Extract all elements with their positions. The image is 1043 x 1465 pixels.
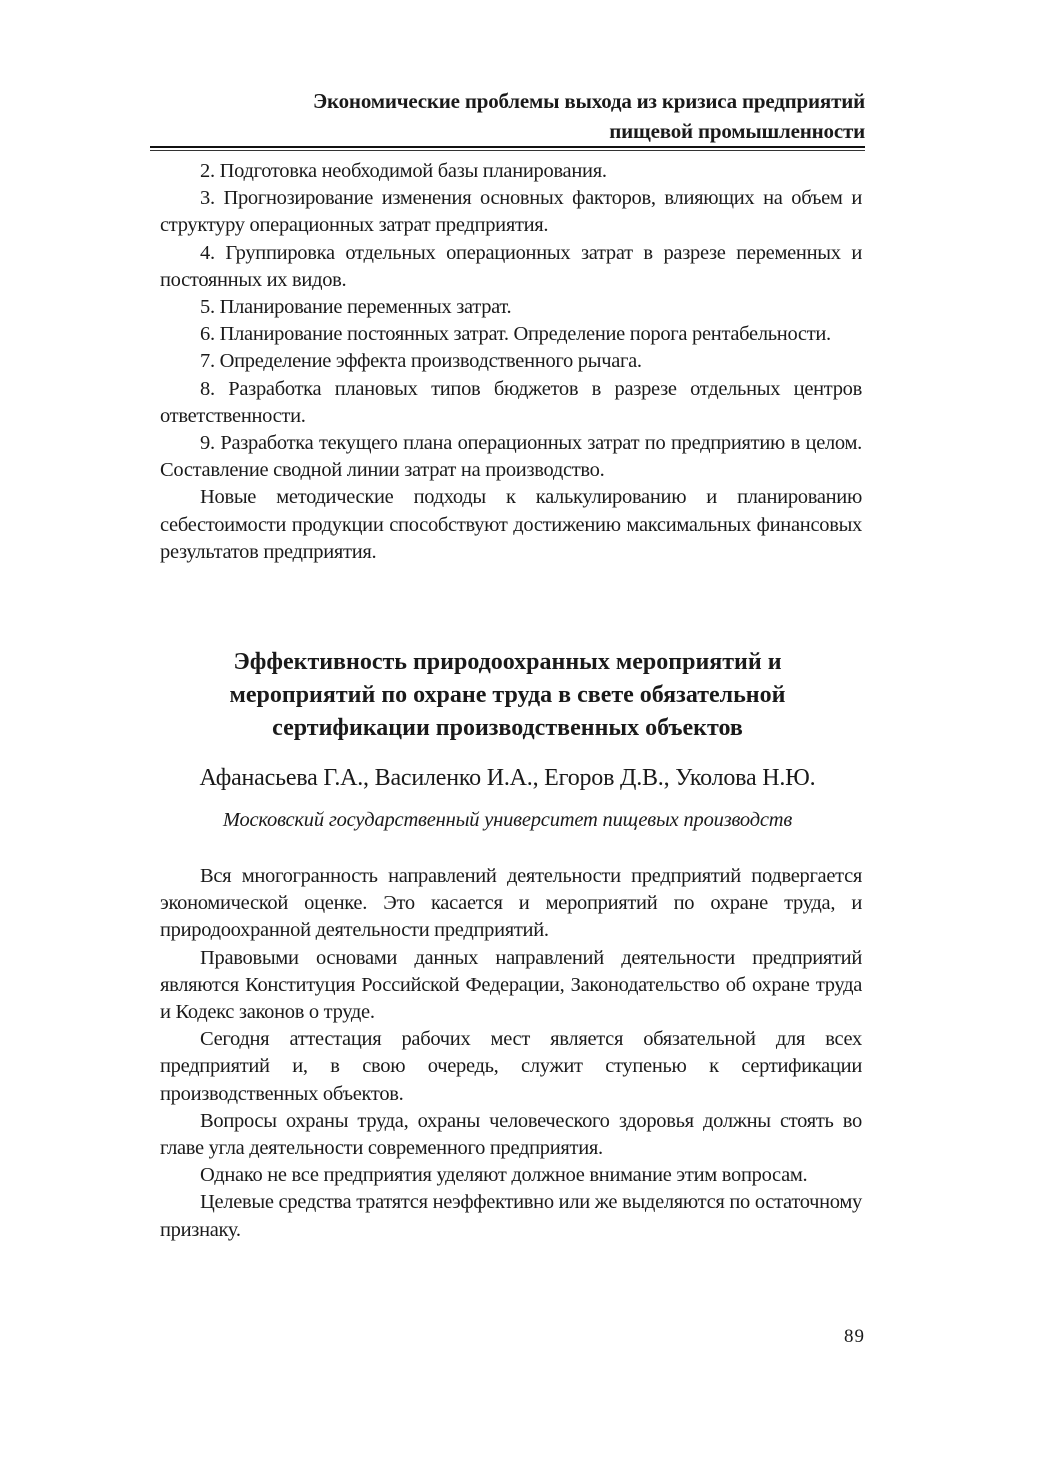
article-title [150,646,865,745]
body-paragraph: Вопросы охраны труда, охраны человеческого здоровья должны стоять во главе угла деятельности современного предприятия. [160,1109,862,1160]
list-item: 9. Разработка текущего плана операционных затрат по предприятию в целом. Составление сводной линии затрат на производство. [160,432,862,482]
body-paragraph: Правовыми основами данных направлений деятельности предприятий являются Конституция Российской Федерации, Законодательство об охране труда и Кодекс законов о труде. [160,946,862,1024]
article-title-line-2: мероприятий по охране труда в свете обязательной [229,682,786,708]
planning-steps-list [160,158,862,566]
list-item: 3. Прогнозирование изменения основных факторов, влияющих на объем и структуру операционных затрат предприятия. [160,187,862,237]
list-item: 8. Разработка плановых типов бюджетов в разрезе отдельных центров ответственности. [160,377,862,427]
list-item: 2. Подготовка необходимой базы планирования. [200,160,607,182]
running-head-line-1: Экономические проблемы выхода из кризиса предприятий [312,89,865,113]
list-item: 7. Определение эффекта производственного рычага. [200,350,642,373]
article-authors: Афанасьева Г.А., Василенко И.А., Егоров Д.В., Уколова Н.Ю. [199,765,816,791]
body-paragraph: Вся многогранность направлений деятельности предприятий подвергается экономической оценке. Это касается и мероприятий по охране труда, и природоохранной деятельности предприятий. [160,865,862,942]
list-item: 6. Планирование постоянных затрат. Определение порога рентабельности. [200,323,831,346]
list-item: 4. Группировка отдельных операционных затрат в разрезе переменных и постоянных их видов. [160,241,862,291]
list-item: 5. Планирование переменных затрат. [200,296,512,319]
closing-paragraph: Новые методические подходы к калькулированию и планированию себестоимости продукции способствуют достижению максимальных финансовых результатов предприятия. [160,486,862,563]
running-head-line-2: пищевой промышленности [609,119,865,143]
page-number: 89 [844,1326,865,1347]
article-affiliation: Московский государственный университет пищевых производств [222,809,793,831]
article-body [160,863,862,1244]
running-head [150,86,865,146]
article-title-line-3: сертификации производственных объектов [272,715,743,741]
header-rule-thin [150,150,865,151]
header-rule [150,146,865,148]
body-paragraph: Целевые средства тратятся неэффективно или же выделяются по остаточному признаку. [160,1191,862,1241]
body-paragraph: Однако не все предприятия уделяют должное внимание этим вопросам. [200,1164,808,1187]
body-paragraph: Сегодня аттестация рабочих мест является обязательной для всех предприятий и, в свою очередь, служит ступенью к сертификации производственных объектов. [160,1028,862,1105]
article-title-line-1: Эффективность природоохранных мероприятий и [233,649,782,675]
